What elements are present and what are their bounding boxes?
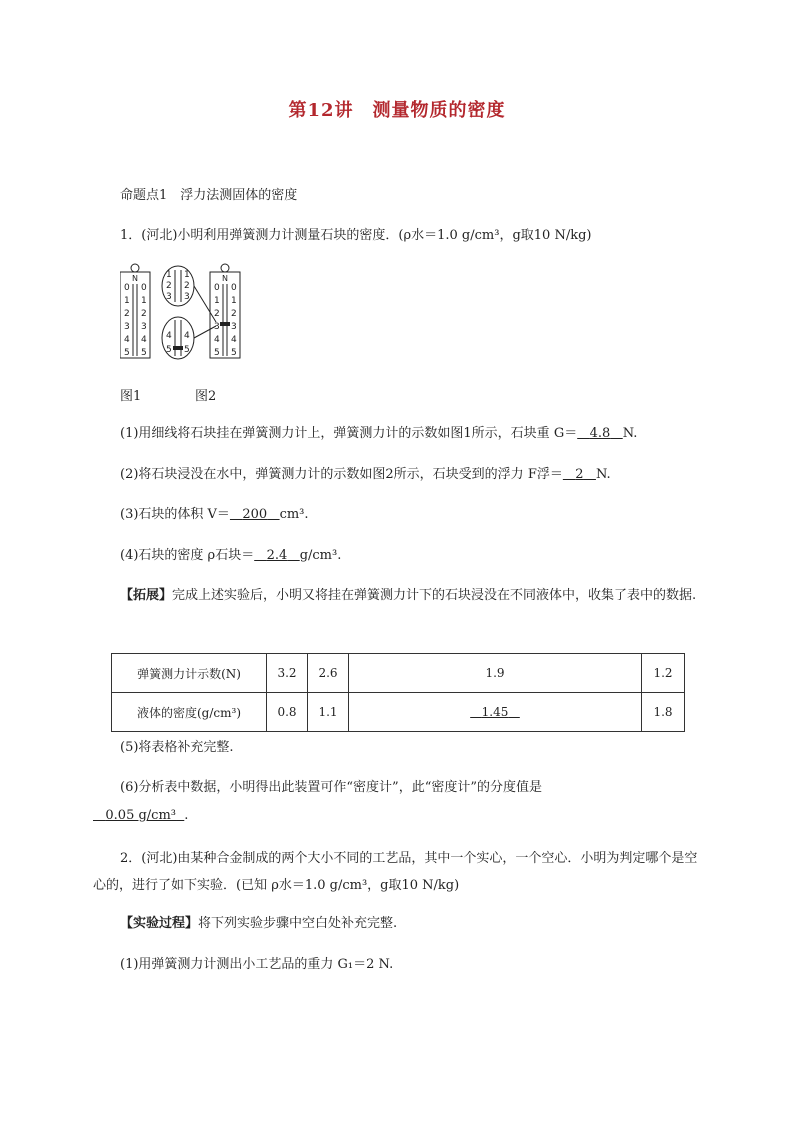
- scale-2-tick-left: 2: [214, 309, 220, 319]
- zoom-2-tick-right: 5: [184, 345, 190, 355]
- zoom-1-tick-right: 2: [184, 281, 190, 291]
- scale-2-tick-right: 0: [231, 283, 237, 293]
- scale-2-tick-left: 5: [214, 348, 220, 358]
- q1-item-5: (5)将表格补充完整.: [120, 740, 234, 755]
- answer-4: 2.4: [266, 548, 288, 563]
- scale-1-tick-right: 5: [141, 348, 147, 358]
- scale-2-tick-left: 4: [214, 335, 220, 345]
- scale-1-tick-left: 2: [124, 309, 130, 319]
- zoom-2-tick-left: 5: [166, 345, 172, 355]
- figure-1-label: 图1: [120, 389, 142, 404]
- extension-paragraph: 【拓展】完成上述实验后，小明又将挂在弹簧测力计下的石块浸没在不同液体中，收集了表中的数据.: [120, 588, 697, 603]
- scale-1-tick-left: 3: [124, 322, 130, 332]
- zoom-1-tick-right: 1: [184, 270, 190, 280]
- figure-2-label: 图2: [195, 389, 217, 404]
- extension-label: 【拓展】: [120, 588, 173, 603]
- zoom-1-tick-left: 2: [166, 281, 172, 291]
- table-row: 液体的密度(g/cm³) 0.8 1.1 1.45 1.8: [112, 693, 685, 732]
- scale-2-tick-right: 4: [231, 335, 237, 345]
- scale-1-tick-right: 3: [141, 322, 147, 332]
- scale-2-tick-left: 0: [214, 283, 220, 293]
- scale-2-tick-left: 3: [214, 322, 220, 332]
- q1-item-6-answer-line: 0.05 g/cm³ .: [105, 808, 189, 823]
- q1-item-4: (4)石块的密度 ρ石块＝ 2.4 g/cm³.: [120, 548, 342, 563]
- scale-1-tick-right: 1: [141, 296, 147, 306]
- scale-2-tick-left: 1: [214, 296, 220, 306]
- scale-1-tick-left: 1: [124, 296, 130, 306]
- section-heading: 命题点1 浮力法测固体的密度: [120, 188, 298, 203]
- svg-text:N: N: [222, 274, 228, 283]
- q2-procedure: 【实验过程】将下列实验步骤中空白处补充完整.: [120, 916, 398, 931]
- scale-2-tick-right: 1: [231, 296, 237, 306]
- q1-item-2: (2)将石块浸没在水中，弹簧测力计的示数如图2所示，石块受到的浮力 F浮＝ 2 N.: [120, 467, 611, 482]
- q2-item-1: (1)用弹簧测力计测出小工艺品的重力 G₁＝2 N.: [120, 957, 394, 972]
- answer-3: 200: [242, 507, 268, 522]
- scale-1-tick-right: 2: [141, 309, 147, 319]
- question-2-stem: 2．(河北)由某种合金制成的两个大小不同的工艺品，其中一个实心，一个空心．小明为判定哪个是空心的，进行了如下实验．(已知 ρ水＝1.0 g/cm³，g取10 N/kg): [93, 851, 698, 893]
- q1-item-3: (3)石块的体积 V＝ 200 cm³.: [120, 507, 309, 522]
- question-1-stem: 1．(河北)小明利用弹簧测力计测量石块的密度．(ρ水＝1.0 g/cm³，g取10 N/kg): [120, 228, 592, 243]
- q1-item-6: (6)分析表中数据，小明得出此装置可作“密度计”，此“密度计”的分度值是: [120, 780, 542, 795]
- table-answer: 1.45: [481, 705, 509, 719]
- scale-1-tick-left: 5: [124, 348, 130, 358]
- answer-1: 4.8: [589, 426, 611, 441]
- spring-scale-figure: [120, 262, 260, 362]
- scale-2-tick-right: 5: [231, 348, 237, 358]
- scale-2-tick-right: 3: [231, 322, 237, 332]
- zoom-2-tick-left: 4: [166, 331, 172, 341]
- table-row: 弹簧测力计示数(N) 3.2 2.6 1.9 1.2: [112, 654, 685, 693]
- page-title: 第12讲 测量物质的密度: [288, 100, 506, 121]
- svg-text:N: N: [132, 274, 138, 283]
- scale-2-tick-right: 2: [231, 309, 237, 319]
- scale-1-tick-right: 4: [141, 335, 147, 345]
- zoom-1-tick-right: 3: [184, 292, 190, 302]
- zoom-1-tick-left: 3: [166, 292, 172, 302]
- procedure-label: 【实验过程】: [120, 916, 199, 931]
- scale-1-tick-right: 0: [141, 283, 147, 293]
- zoom-1-tick-left: 1: [166, 270, 172, 280]
- scale-1-tick-left: 4: [124, 335, 130, 345]
- answer-6: 0.05 g/cm³: [105, 808, 177, 823]
- data-table: [111, 653, 685, 732]
- zoom-2-tick-right: 4: [184, 331, 190, 341]
- answer-2: 2: [575, 467, 584, 482]
- q1-item-1: (1)用细线将石块挂在弹簧测力计上，弹簧测力计的示数如图1所示，石块重 G＝ 4.8 N.: [120, 426, 638, 441]
- scale-1-tick-left: 0: [124, 283, 130, 293]
